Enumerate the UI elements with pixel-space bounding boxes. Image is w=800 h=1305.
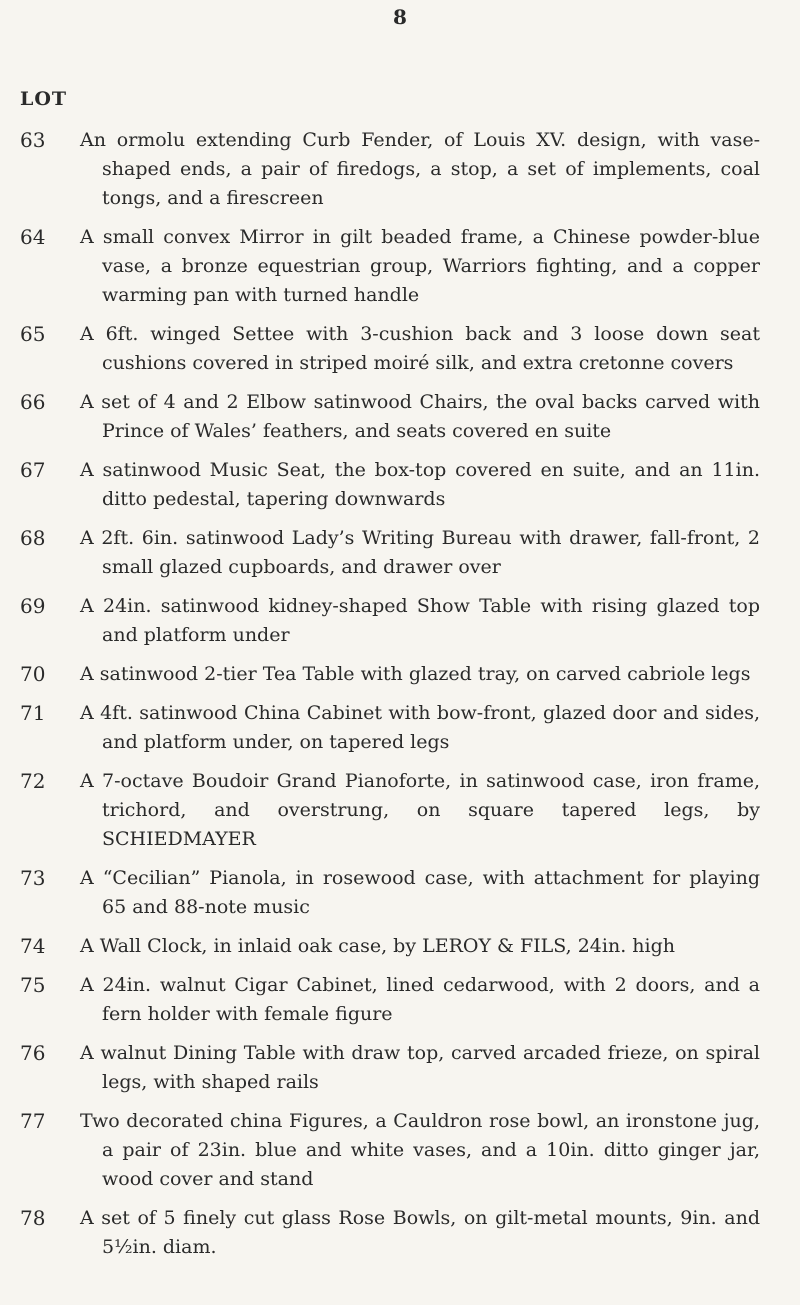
- page-number: 8: [393, 5, 407, 29]
- lot-entry: [0, 592, 800, 650]
- lot-entry: [0, 456, 800, 514]
- lot-entry: [0, 126, 800, 213]
- lot-entry: [0, 660, 800, 689]
- lot-column-header: LOT: [20, 88, 68, 110]
- lot-list: [0, 126, 800, 1272]
- lot-description: A “Cecilian” Pianola, in rosewood case, with attachment for playing 65 and 88-note music: [80, 867, 760, 918]
- lot-number: 78: [20, 1206, 46, 1230]
- lot-entry: [0, 932, 800, 961]
- lot-number: 70: [20, 662, 46, 686]
- lot-entry: [0, 223, 800, 310]
- lot-entry: [0, 767, 800, 854]
- lot-number: 68: [20, 526, 46, 550]
- lot-description: A small convex Mirror in gilt beaded frame, a Chinese powder-blue vase, a bronze equestrian group, Warriors fighting, and a copper warming pan with turned handle: [80, 226, 760, 306]
- lot-entry: [0, 971, 800, 1029]
- lot-entry: [0, 699, 800, 757]
- lot-entry: [0, 864, 800, 922]
- lot-number: 77: [20, 1109, 46, 1133]
- lot-description: A 7-octave Boudoir Grand Pianoforte, in satinwood case, iron frame, trichord, and overstrung, on square tapered legs, by SCHIEDMAYER: [80, 770, 760, 850]
- lot-description: Two decorated china Figures, a Cauldron rose bowl, an ironstone jug, a pair of 23in. blue and white vases, and a 10in. ditto ginger jar, wood cover and stand: [80, 1110, 760, 1190]
- lot-number: 67: [20, 458, 46, 482]
- lot-description: A 24in. satinwood kidney-shaped Show Table with rising glazed top and platform under: [80, 595, 760, 646]
- lot-description: A 4ft. satinwood China Cabinet with bow-front, glazed door and sides, and platform under, on tapered legs: [80, 702, 760, 753]
- lot-description: A 2ft. 6in. satinwood Lady’s Writing Bureau with drawer, fall-front, 2 small glazed cupboards, and drawer over: [80, 527, 760, 578]
- lot-description: A walnut Dining Table with draw top, carved arcaded frieze, on spiral legs, with shaped rails: [80, 1042, 760, 1093]
- lot-number: 64: [20, 225, 46, 249]
- lot-description: A set of 4 and 2 Elbow satinwood Chairs, the oval backs carved with Prince of Wales’ feathers, and seats covered en suite: [80, 391, 760, 442]
- lot-entry: [0, 1204, 800, 1262]
- lot-number: 73: [20, 866, 46, 890]
- lot-number: 72: [20, 769, 46, 793]
- lot-description: A satinwood 2-tier Tea Table with glazed tray, on carved cabriole legs: [80, 663, 751, 685]
- lot-number: 71: [20, 701, 46, 725]
- lot-description: An ormolu extending Curb Fender, of Louis XV. design, with vase-shaped ends, a pair of firedogs, a stop, a set of implements, coal tongs, and a firescreen: [80, 129, 760, 209]
- lot-number: 65: [20, 322, 46, 346]
- lot-number: 63: [20, 128, 46, 152]
- lot-description: A 24in. walnut Cigar Cabinet, lined cedarwood, with 2 doors, and a fern holder with female figure: [80, 974, 760, 1025]
- lot-description: A set of 5 finely cut glass Rose Bowls, on gilt-metal mounts, 9in. and 5½in. diam.: [80, 1207, 760, 1258]
- lot-entry: [0, 1039, 800, 1097]
- lot-number: 76: [20, 1041, 46, 1065]
- lot-number: 75: [20, 973, 46, 997]
- lot-number: 69: [20, 594, 46, 618]
- lot-description: A 6ft. winged Settee with 3-cushion back and 3 loose down seat cushions covered in striped moiré silk, and extra cretonne covers: [80, 323, 760, 374]
- lot-description: A satinwood Music Seat, the box-top covered en suite, and an 11in. ditto pedestal, tapering downwards: [80, 459, 760, 510]
- lot-entry: [0, 388, 800, 446]
- lot-description: A Wall Clock, in inlaid oak case, by LEROY & FILS, 24in. high: [80, 935, 676, 957]
- lot-entry: [0, 320, 800, 378]
- lot-entry: [0, 1107, 800, 1194]
- lot-number: 66: [20, 390, 46, 414]
- lot-entry: [0, 524, 800, 582]
- lot-number: 74: [20, 934, 46, 958]
